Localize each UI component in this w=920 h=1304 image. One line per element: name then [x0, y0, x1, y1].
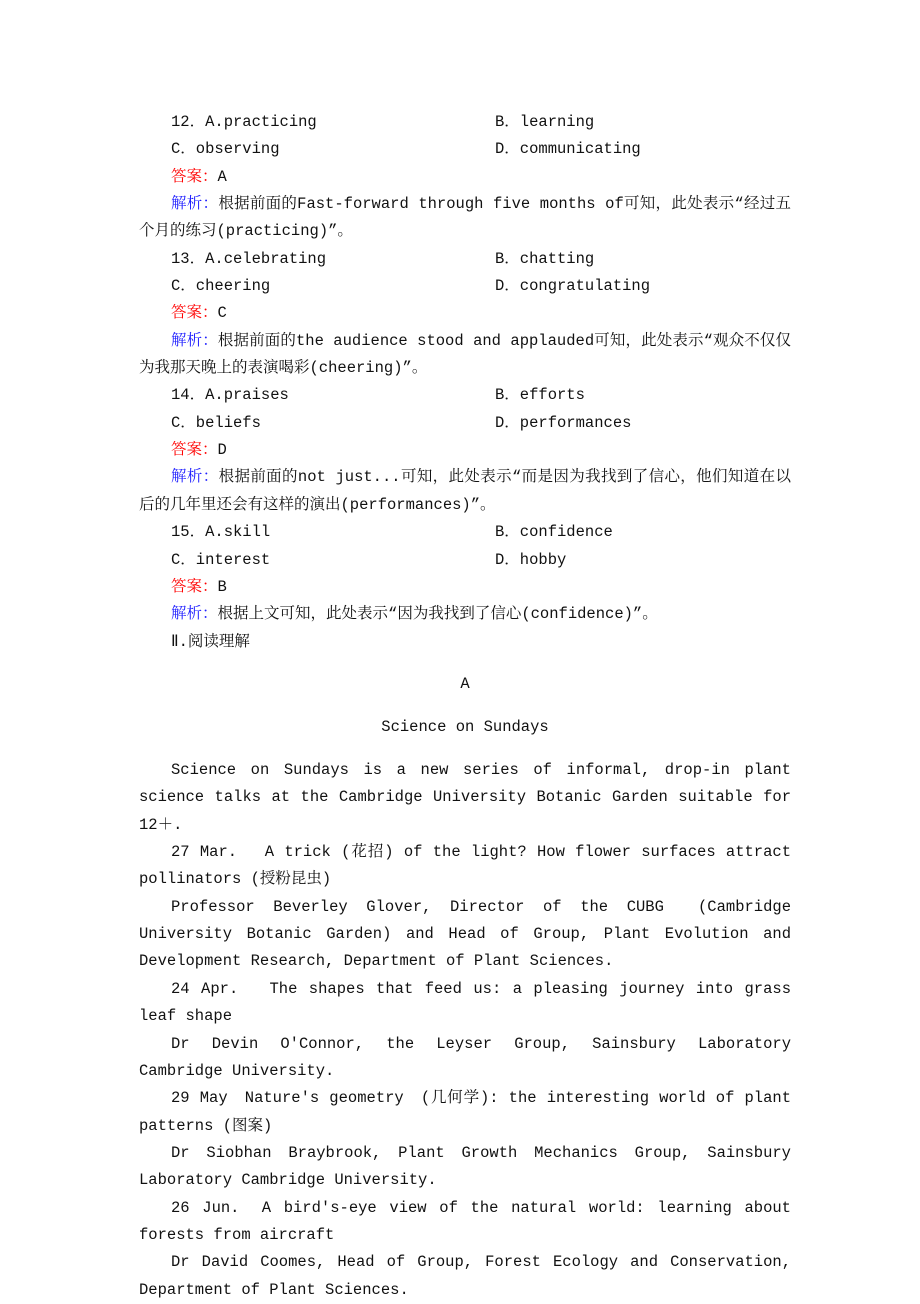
- analysis-text: 根据前面的Fast-forward through five months of可知，此处表示“经过五个月的练习(practicing)”。: [139, 195, 791, 241]
- option-row: [139, 382, 791, 409]
- option-left: 13．A.celebrating: [171, 249, 327, 268]
- document-body: [139, 109, 791, 1304]
- paragraph: 27 Mar. A trick (花招) of the light? How flower surfaces attract pollinators (授粉昆虫): [139, 843, 791, 889]
- option-right: B．chatting: [495, 249, 595, 268]
- analysis-line: [139, 191, 791, 246]
- analysis-line: [139, 601, 791, 628]
- option-right: D．congratulating: [495, 277, 651, 296]
- answer-line: [139, 164, 791, 191]
- option-row: [139, 519, 791, 546]
- option-row: [139, 136, 791, 163]
- answer-text: A: [217, 167, 227, 186]
- analysis-label: 解析：: [171, 195, 219, 214]
- paragraph: 24 Apr. The shapes that feed us: a pleasing journey into grass leaf shape: [139, 979, 791, 1026]
- answer-label: 答案：: [171, 304, 218, 323]
- answer-line: [139, 437, 791, 464]
- analysis-label: 解析：: [171, 605, 218, 624]
- option-right: D．hobby: [495, 550, 567, 569]
- option-row: [139, 547, 791, 574]
- paragraph: Science on Sundays is a new series of informal, drop-in plant science talks at the Cambridge University Botanic Garden suitable for 12＋.: [139, 761, 791, 834]
- paragraph: Ⅱ.阅读理解: [171, 632, 250, 651]
- option-row: [139, 246, 791, 273]
- option-row: [139, 273, 791, 300]
- answer-label: 答案：: [171, 577, 218, 596]
- option-right: B．confidence: [495, 523, 613, 542]
- option-left: 15．A.skill: [171, 523, 271, 542]
- option-right: D．performances: [495, 413, 632, 432]
- answer-text: C: [217, 304, 227, 323]
- section-heading: A: [460, 675, 470, 694]
- analysis-text: 根据前面的not just...可知，此处表示“而是因为我找到了信心，他们知道在以后的几年里还会有这样的演出(performances)”。: [139, 468, 791, 514]
- option-left: C．interest: [171, 550, 271, 569]
- option-left: C．observing: [171, 140, 280, 159]
- option-left: 14．A.praises: [171, 386, 289, 405]
- option-row: [139, 109, 791, 136]
- option-left: 12．A.practicing: [171, 113, 317, 131]
- analysis-label: 解析：: [171, 331, 218, 350]
- answer-text: B: [217, 577, 227, 596]
- option-row: [139, 410, 791, 437]
- analysis-label: 解析：: [171, 468, 219, 487]
- answer-label: 答案：: [171, 441, 218, 460]
- option-left: C．beliefs: [171, 413, 261, 432]
- analysis-line: [139, 328, 791, 383]
- analysis-text: 根据上文可知，此处表示“因为我找到了信心(confidence)”。: [217, 605, 658, 624]
- option-right: B．learning: [495, 113, 595, 131]
- analysis-text: 根据前面的the audience stood and applauded可知，此处表示“观众不仅仅为我那天晚上的表演喝彩(cheering)”。: [139, 331, 791, 378]
- option-left: C．cheering: [171, 277, 271, 296]
- paragraph: Dr Devin O'Connor, the Leyser Group, Sainsbury Laboratory Cambridge University.: [139, 1034, 791, 1080]
- paragraph: 29 May Nature's geometry (几何学): the interesting world of plant patterns (图案): [139, 1089, 791, 1135]
- paragraph: 26 Jun. A bird's-eye view of the natural world: learning about forests from aircraft: [139, 1198, 791, 1244]
- paragraph: Dr David Coomes, Head of Group, Forest Ecology and Conservation, Department of Plant Sciences.: [139, 1253, 791, 1299]
- answer-line: [139, 300, 791, 327]
- paragraph: Dr Siobhan Braybrook, Plant Growth Mechanics Group, Sainsbury Laboratory Cambridge University.: [139, 1143, 791, 1190]
- option-right: B．efforts: [495, 386, 585, 405]
- option-right: D．communicating: [495, 140, 641, 159]
- answer-label: 答案：: [171, 167, 218, 186]
- answer-line: [139, 574, 791, 601]
- section-heading: Science on Sundays: [381, 718, 549, 737]
- paragraph: Professor Beverley Glover, Director of the CUBG (Cambridge University Botanic Garden) and Head of Group, Plant Evolution and Development Research, Department of Plant Sciences.: [139, 897, 791, 971]
- answer-text: D: [217, 441, 227, 460]
- analysis-line: [139, 464, 791, 519]
